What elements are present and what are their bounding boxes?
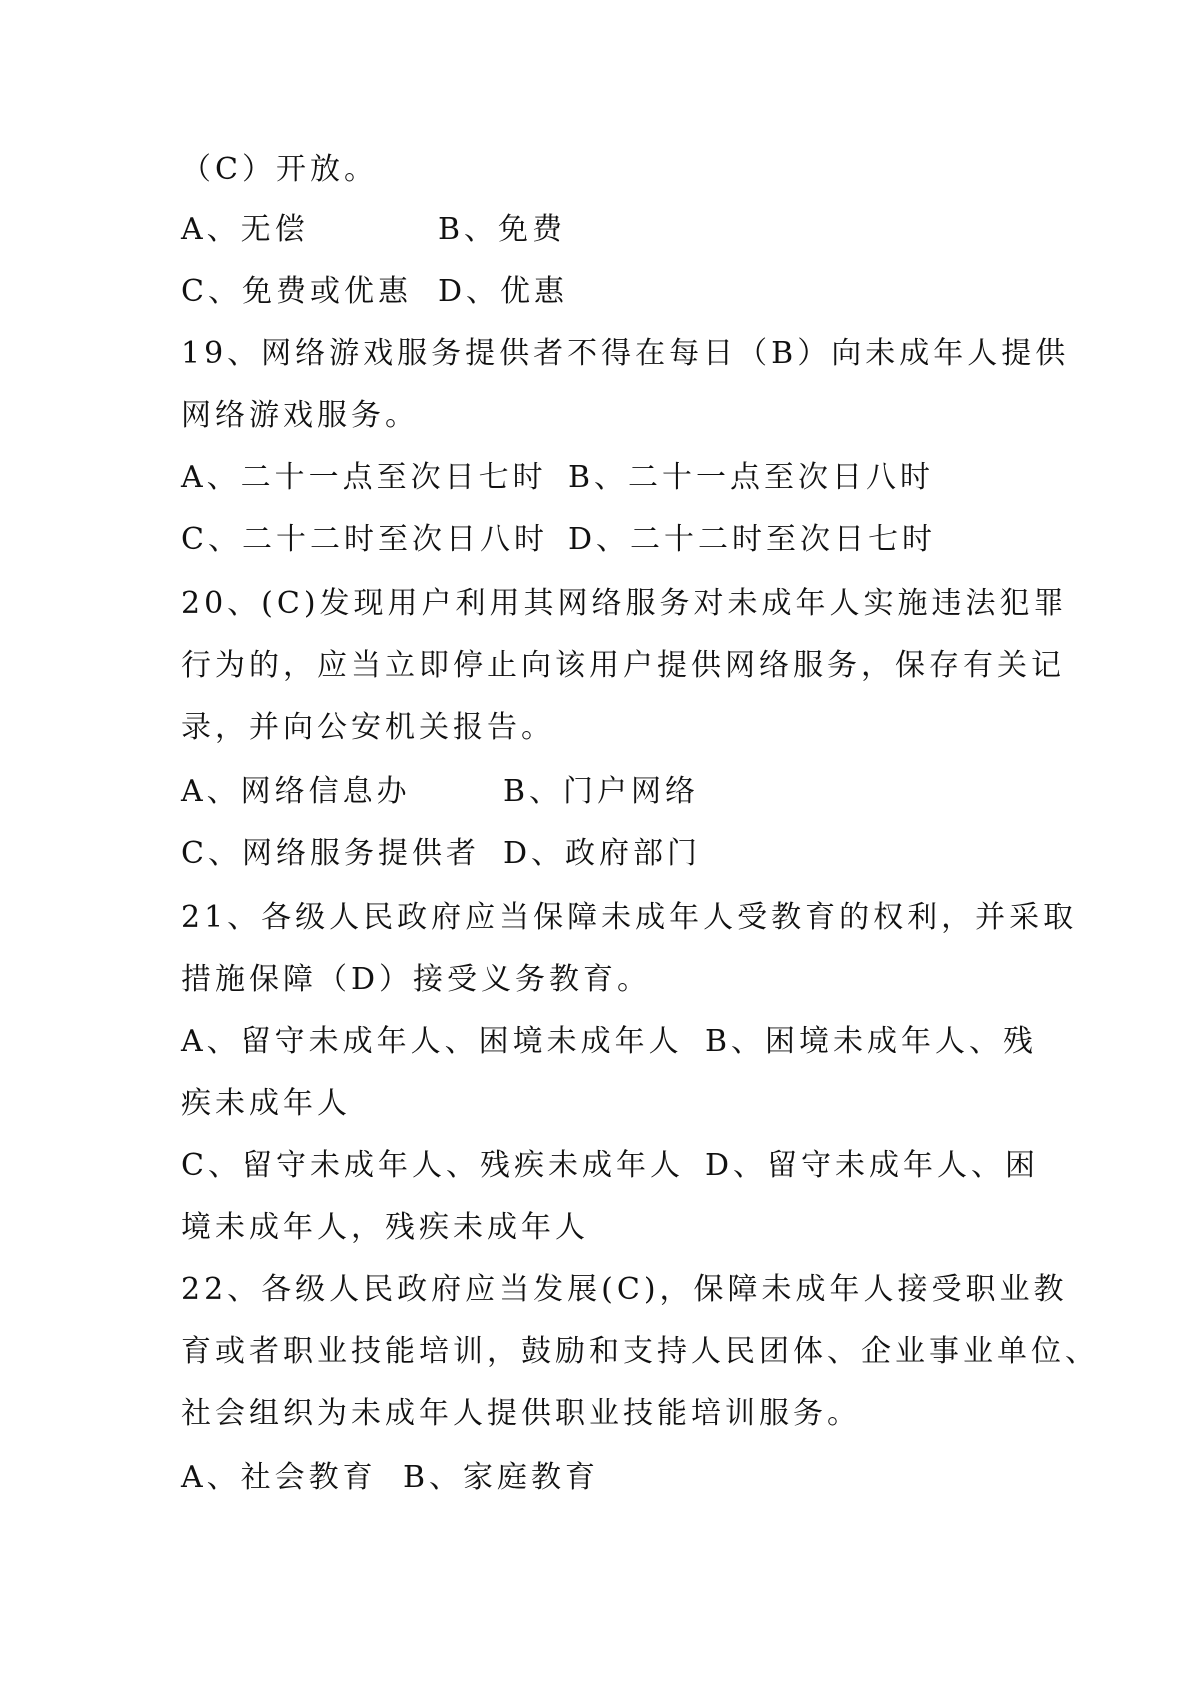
question-21-line-1: 21、各级人民政府应当保障未成年人受教育的权利，并采取 [181,900,1078,935]
option-a: A、无偿 [181,212,309,247]
option-d: D、留守未成年人、困 [705,1148,1040,1183]
question-21-line-2: 措施保障（D）接受义务教育。 [181,962,652,997]
question-20-line-3: 录，并向公安机关报告。 [181,710,555,745]
question-22-line-1: 22、各级人民政府应当发展(C)，保障未成年人接受职业教 [181,1272,1068,1307]
option-continuation: 疾未成年人 [181,1086,351,1121]
option-b: B、困境未成年人、残 [705,1024,1038,1059]
option-d: D、政府部门 [503,836,702,871]
option-b: B、家庭教育 [403,1460,600,1495]
option-a: A、网络信息办 [181,774,411,809]
option-continuation: 境未成年人，残疾未成年人 [181,1210,589,1245]
option-c: C、免费或优惠 [181,274,412,309]
option-b: B、二十一点至次日八时 [568,460,935,495]
text-line: （C）开放。 [181,152,378,187]
option-c: C、二十二时至次日八时 [181,522,548,557]
question-22-line-2: 育或者职业技能培训，鼓励和支持人民团体、企业事业单位、 [181,1334,1099,1369]
option-c: C、留守未成年人、残疾未成年人 [181,1148,684,1183]
option-c: C、网络服务提供者 [181,836,480,871]
question-20-line-2: 行为的，应当立即停止向该用户提供网络服务，保存有关记 [181,648,1065,683]
option-a: A、二十一点至次日七时 [181,460,547,495]
option-d: D、二十二时至次日七时 [568,522,937,557]
question-19-line-2: 网络游戏服务。 [181,398,419,433]
option-d: D、优惠 [438,274,569,309]
option-a: A、留守未成年人、困境未成年人 [181,1024,683,1059]
option-a: A、社会教育 [181,1460,377,1495]
question-19-line-1: 19、网络游戏服务提供者不得在每日（B）向未成年人提供 [181,336,1070,371]
option-b: B、免费 [438,212,567,247]
option-b: B、门户网络 [503,774,700,809]
question-22-line-3: 社会组织为未成年人提供职业技能培训服务。 [181,1396,861,1431]
question-20-line-1: 20、(C)发现用户利用其网络服务对未成年人实施违法犯罪 [181,586,1068,621]
